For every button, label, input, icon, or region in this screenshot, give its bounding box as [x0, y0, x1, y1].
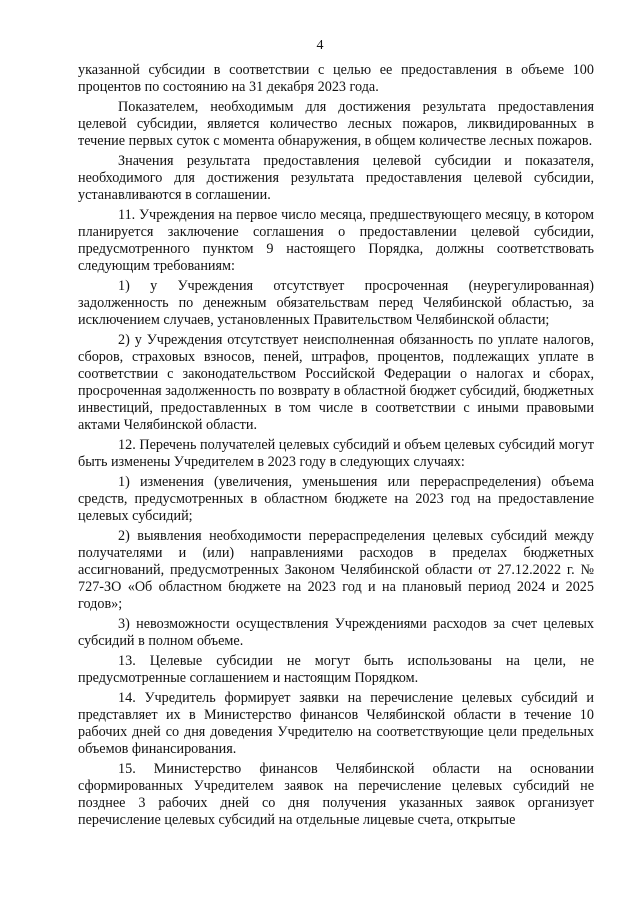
paragraph-subsidy-volume: указанной субсидии в соответствии с целью ее предоставления в объеме 100 процентов по состоянию на 31 декабря 2023 года. — [78, 62, 594, 95]
paragraph-item-14: 14. Учредитель формирует заявки на перечисление целевых субсидий и представляет их в Министерство финансов Челябинской области в течение 10 рабочих дней со дня доведения Учредителю на соответствующие цели предельных объемов финансирования. — [78, 689, 594, 757]
page-number: 4 — [316, 38, 324, 53]
paragraph-result-values: Значения результата предоставления целевой субсидии и показателя, необходимого для достижения результата предоставления целевой субсидии, устанавливаются в соглашении. — [78, 153, 594, 203]
paragraph-item-13: 13. Целевые субсидии не могут быть использованы на цели, не предусмотренные соглашением и настоящим Порядком. — [78, 652, 594, 686]
paragraph-item-15: 15. Министерство финансов Челябинской области на основании сформированных Учредителем заявок на перечисление целевых субсидий не позднее 3 рабочих дней со дня получения указанных заявок организует перечисление целевых субсидий на отдельные лицевые счета, открытые — [78, 760, 594, 828]
paragraph-item-12-sub-2: 2) выявления необходимости перераспределения целевых субсидий между получателями и (или) направлениями расходов в пределах бюджетных ассигнований, предусмотренных Законом Челябинской области от 27.12.2022 г. № 727-ЗО «Об областном бюджете на 2023 год и на плановый период 2024 и 2025 годов»; — [78, 527, 594, 612]
paragraph-item-11: 11. Учреждения на первое число месяца, предшествующего месяцу, в котором планируется заключение соглашения о предоставлении целевой субсидии, предусмотренного пунктом 9 настоящего Порядка, должны соответствовать следующим требованиям: — [78, 207, 594, 274]
paragraph-indicator: Показателем, необходимым для достижения результата предоставления целевой субсидии, является количество лесных пожаров, ликвидированных в течение первых суток с момента обнаружения, в общем количестве лесных пожаров. — [78, 99, 594, 149]
paragraph-item-12-sub-3: 3) невозможности осуществления Учреждениями расходов за счет целевых субсидий в полном объеме. — [78, 615, 594, 649]
paragraph-item-11-sub-1: 1) у Учреждения отсутствует просроченная (неурегулированная) задолженность по денежным обязательствам перед Челябинской областью, за исключением случаев, установленных Правительством Челябинской области; — [78, 278, 594, 328]
paragraph-item-12: 12. Перечень получателей целевых субсидий и объем целевых субсидий могут быть изменены Учредителем в 2023 году в следующих случаях: — [78, 436, 594, 470]
document-body — [78, 62, 594, 832]
paragraph-item-11-sub-2: 2) у Учреждения отсутствует неисполненная обязанность по уплате налогов, сборов, страховых взносов, пеней, штрафов, процентов, подлежащих уплате в соответствии с законодательством Российской Федерации о налогах и сборах, просроченная задолженность по возврату в областной бюджет субсидий, бюджетных инвестиций, предоставленных в том числе в соответствии с иными правовыми актами Челябинской области. — [78, 332, 594, 433]
paragraph-item-12-sub-1: 1) изменения (увеличения, уменьшения или перераспределения) объема средств, предусмотренных в областном бюджете на 2023 год на предоставление целевых субсидий; — [78, 473, 594, 524]
